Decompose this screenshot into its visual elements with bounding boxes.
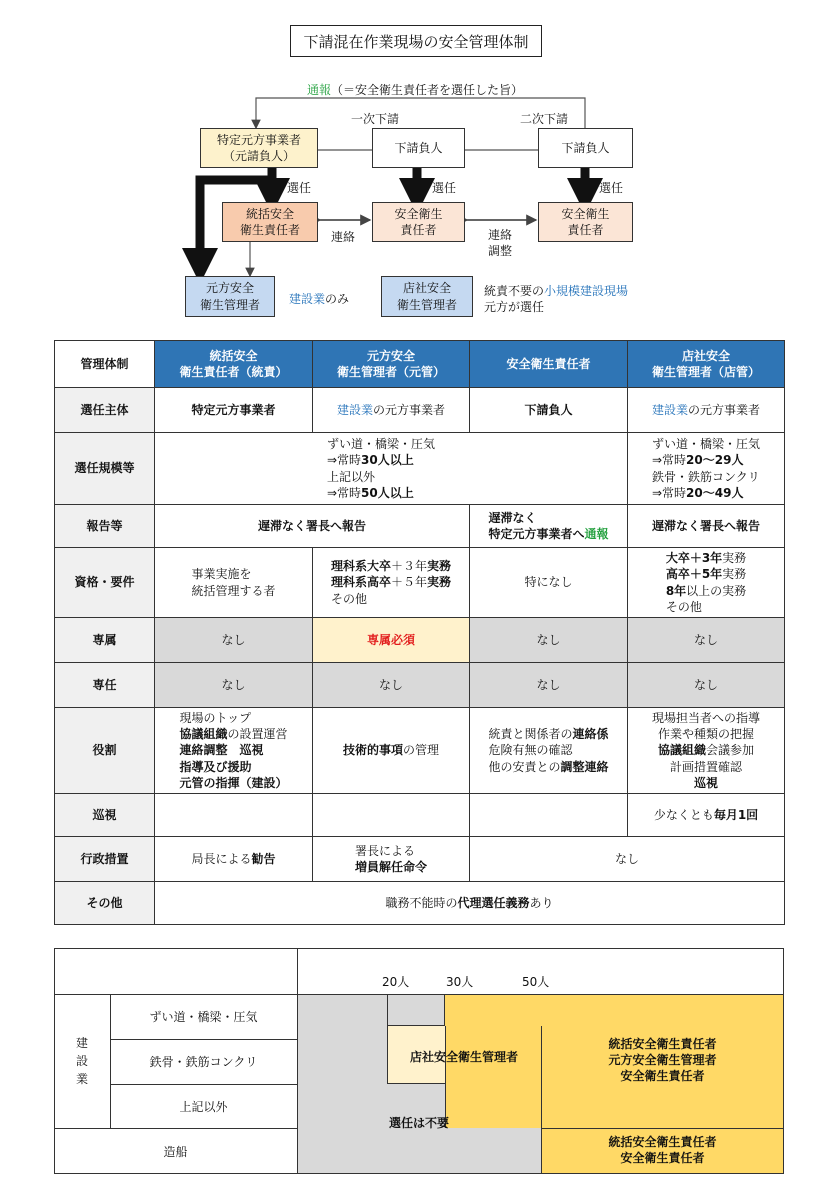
- table-cell: 職務不能時の代理選任義務あり: [155, 882, 785, 925]
- row-label: 造船: [163, 1144, 188, 1159]
- construction-side-label: 建 設 業: [75, 1036, 88, 1086]
- table-cell: 遅滞なく署長へ報告: [155, 505, 470, 548]
- zone-label-full: 統括安全衛生責任者 元方安全衛生管理者 安全衛生責任者: [608, 1037, 717, 1084]
- table-cell: なし: [628, 663, 785, 708]
- row-label: 行政措置: [55, 837, 155, 882]
- table-header-cell: 店社安全 衛生管理者（店管）: [628, 341, 785, 388]
- table-cell: [313, 794, 470, 837]
- table-cell: 現場のトップ 協議組織の設置運営 連絡調整 巡視 指導及び援助 元管の指揮（建設）: [155, 708, 313, 794]
- subcontractor-1-box: 下請負人: [372, 128, 465, 168]
- row-label: 選任規模等: [55, 433, 155, 505]
- table-row: [55, 433, 785, 505]
- tokatsu-box: 統括安全 衛生責任者: [222, 202, 318, 242]
- table-cell: 署長による 増員解任命令: [313, 837, 470, 882]
- zone-label-tensha: 店社安全衛生管理者: [409, 1050, 518, 1064]
- table-header-cell: 安全衛生責任者: [470, 341, 628, 388]
- management-table: [54, 340, 785, 925]
- tensha-box: 店社安全 衛生管理者: [381, 276, 473, 317]
- table-cell: なし: [470, 618, 628, 663]
- table-cell: なし: [470, 663, 628, 708]
- table-row: [55, 663, 785, 708]
- row-label: 専任: [55, 663, 155, 708]
- row-label: 選任主体: [55, 388, 155, 433]
- small-site-note: 統責不要の小規模建設現場: [484, 284, 629, 298]
- table-row: [55, 882, 785, 925]
- chart-vline: [297, 948, 298, 1174]
- table-cell: [155, 794, 313, 837]
- table-header-row: [55, 341, 785, 388]
- table-cell: なし: [155, 618, 313, 663]
- specific-contractor-box: 特定元方事業者 （元請負人）: [200, 128, 318, 168]
- table-cell: 建設業の元方事業者: [313, 388, 470, 433]
- table-row: [55, 618, 785, 663]
- table-cell: 専属必須: [313, 618, 470, 663]
- row-label: 上記以外: [179, 1099, 228, 1114]
- scale-label: 20人: [382, 975, 410, 989]
- table-cell: 大卒＋3年実務 高卒＋5年実務 8年以上の実務 その他: [628, 548, 785, 618]
- senin-label-3: 選任: [599, 181, 624, 195]
- table-row: [55, 794, 785, 837]
- motokata-box: 元方安全 衛生管理者: [185, 276, 275, 317]
- subcontractor-2-box: 下請負人: [538, 128, 633, 168]
- table-cell: 特になし: [470, 548, 628, 618]
- row-label: 役割: [55, 708, 155, 794]
- table-row: [55, 837, 785, 882]
- row-label: 巡視: [55, 794, 155, 837]
- notice-label: 通報（＝安全衛生責任者を選任した旨）: [307, 83, 524, 97]
- table-cell: ずい道・橋梁・圧気 ⇒常時30人以上 上記以外 ⇒常時50人以上: [155, 433, 628, 505]
- table-cell: 遅滞なく署長へ報告: [628, 505, 785, 548]
- table-row: [55, 388, 785, 433]
- table-cell: 下請負人: [470, 388, 628, 433]
- motokata-select-note: 元方が選任: [484, 300, 545, 314]
- anzen-eisei-2-box: 安全衛生 責任者: [538, 202, 633, 242]
- table-cell: 遅滞なく 特定元方事業者へ通報: [470, 505, 628, 548]
- kensetsu-only-label: 建設業のみ: [289, 292, 350, 306]
- renraku-label-2: 連絡: [488, 228, 513, 242]
- table-cell: なし: [155, 663, 313, 708]
- table-cell: 建設業の元方事業者: [628, 388, 785, 433]
- table-header-cell: 統括安全 衛生責任者（統責）: [155, 341, 313, 388]
- table-cell: 局長による勧告: [155, 837, 313, 882]
- table-cell: 現場担当者への指導 作業や種類の把握 協議組織会議参加 計画措置確認 巡視: [628, 708, 785, 794]
- table-cell: 統責と関係者の連絡係 危険有無の確認 他の安責との調整連絡: [470, 708, 628, 794]
- table-header-cell: 管理体制: [55, 341, 155, 388]
- second-sub-label: 二次下請: [520, 112, 569, 126]
- table-cell: 事業実施を 統括管理する者: [155, 548, 313, 618]
- table-row: [55, 708, 785, 794]
- table-cell: [470, 794, 628, 837]
- table-cell: なし: [313, 663, 470, 708]
- row-label: ずい道・橋梁・圧気: [149, 1010, 258, 1024]
- row-label: 鉄骨・鉄筋コンクリ: [149, 1055, 258, 1069]
- senin-label-2: 選任: [432, 181, 457, 195]
- anzen-eisei-1-box: 安全衛生 責任者: [372, 202, 465, 242]
- row-label: 報告等: [55, 505, 155, 548]
- first-sub-label: 一次下請: [351, 112, 400, 126]
- table-row: [55, 505, 785, 548]
- senin-label-1: 選任: [287, 181, 312, 195]
- threshold-chart: [54, 948, 784, 1174]
- table-cell: 少なくとも毎月1回: [628, 794, 785, 837]
- row-label: その他: [55, 882, 155, 925]
- table-row: [55, 548, 785, 618]
- table-cell: ずい道・橋梁・圧気 ⇒常時20〜29人 鉄骨・鉄筋コンクリ ⇒常時20〜49人: [628, 433, 785, 505]
- table-cell: 技術的事項の管理: [313, 708, 470, 794]
- scale-label: 30人: [446, 975, 474, 989]
- zone-label-not-required: 選任は不要: [388, 1116, 449, 1130]
- row-label: 資格・要件: [55, 548, 155, 618]
- table-cell: 特定元方事業者: [155, 388, 313, 433]
- renraku-label-1: 連絡: [331, 230, 356, 244]
- zone-label-zosen: 統括安全衛生責任者 安全衛生責任者: [608, 1135, 717, 1166]
- table-cell: なし: [470, 837, 785, 882]
- row-label: 専属: [55, 618, 155, 663]
- scale-label: 50人: [522, 975, 550, 989]
- table-header-cell: 元方安全 衛生管理者（元管）: [313, 341, 470, 388]
- table-cell: 理科系大卒＋３年実務 理科系高卒＋５年実務 その他: [313, 548, 470, 618]
- chosei-label: 調整: [488, 244, 513, 258]
- table-cell: なし: [628, 618, 785, 663]
- page-title: 下請混在作業現場の安全管理体制: [290, 25, 542, 57]
